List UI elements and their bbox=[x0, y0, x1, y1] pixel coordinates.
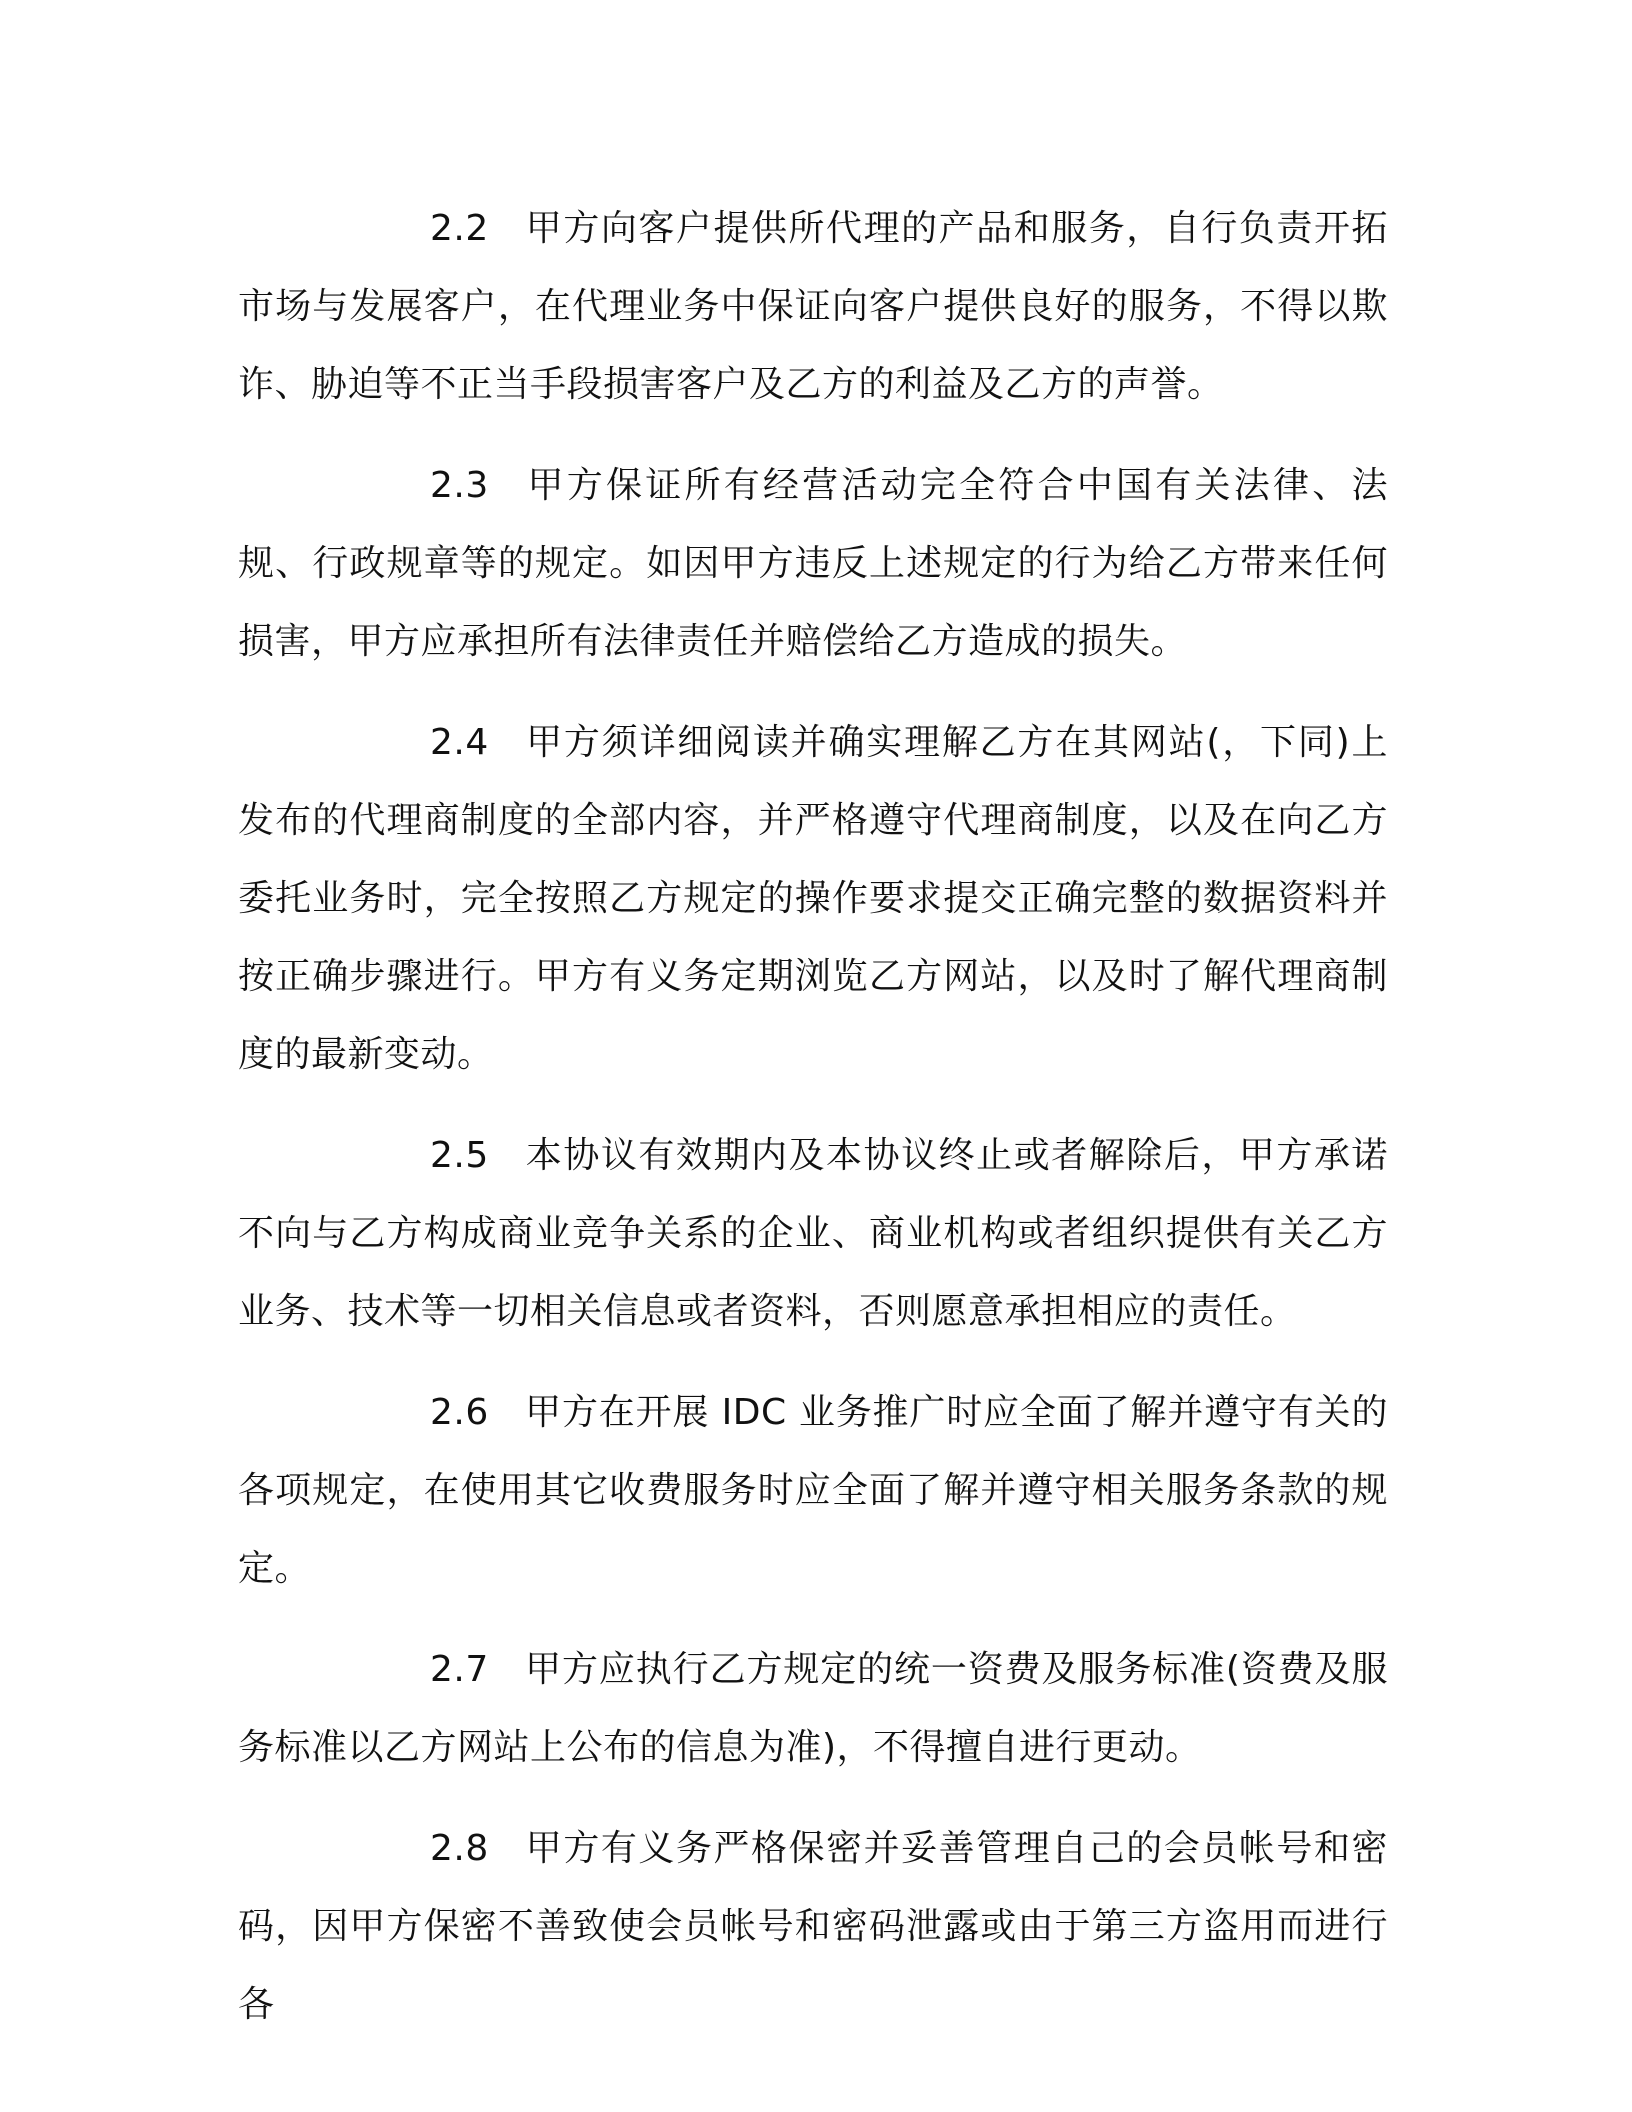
clause-number: 2.5 bbox=[430, 1135, 489, 1176]
clause-text: 甲方向客户提供所代理的产品和服务，自行负责开拓市场与发展客户，在代理业务中保证向客户提供良好的服务，不得以欺诈、胁迫等不正当手段损害客户及乙方的利益及乙方的声誉。 bbox=[238, 208, 1388, 405]
document-body bbox=[238, 190, 1388, 2067]
clause-text: 本协议有效期内及本协议终止或者解除后，甲方承诺不向与乙方构成商业竞争关系的企业、商业机构或者组织提供有关乙方业务、技术等一切相关信息或者资料，否则愿意承担相应的责任。 bbox=[238, 1135, 1388, 1332]
clause-text: 甲方有义务严格保密并妥善管理自己的会员帐号和密码，因甲方保密不善致使会员帐号和密码泄露或由于第三方盗用而进行各 bbox=[238, 1828, 1388, 2025]
clause-2-8 bbox=[238, 1810, 1388, 2044]
clause-2-2 bbox=[238, 190, 1388, 424]
clause-2-6 bbox=[238, 1374, 1388, 1608]
clause-text: 甲方保证所有经营活动完全符合中国有关法律、法规、行政规章等的规定。如因甲方违反上述规定的行为给乙方带来任何损害，甲方应承担所有法律责任并赔偿给乙方造成的损失。 bbox=[238, 465, 1388, 662]
clause-2-7 bbox=[238, 1631, 1388, 1787]
clause-text: 甲方须详细阅读并确实理解乙方在其网站(，下同)上发布的代理商制度的全部内容，并严格遵守代理商制度，以及在向乙方委托业务时，完全按照乙方规定的操作要求提交正确完整的数据资料并按正确步骤进行。甲方有义务定期浏览乙方网站，以及时了解代理商制度的最新变动。 bbox=[238, 722, 1388, 1075]
clause-number: 2.6 bbox=[430, 1392, 489, 1433]
clause-2-5 bbox=[238, 1117, 1388, 1351]
clause-number: 2.2 bbox=[430, 208, 489, 249]
clause-number: 2.7 bbox=[430, 1649, 489, 1690]
clause-2-4 bbox=[238, 704, 1388, 1094]
clause-2-3 bbox=[238, 447, 1388, 681]
clause-text: 甲方应执行乙方规定的统一资费及服务标准(资费及服务标准以乙方网站上公布的信息为准)，不得擅自进行更动。 bbox=[238, 1649, 1388, 1768]
clause-number: 2.8 bbox=[430, 1828, 489, 1869]
clause-number: 2.4 bbox=[430, 722, 489, 763]
clause-number: 2.3 bbox=[430, 465, 489, 506]
clause-text: 甲方在开展 IDC 业务推广时应全面了解并遵守有关的各项规定，在使用其它收费服务时应全面了解并遵守相关服务条款的规定。 bbox=[238, 1392, 1388, 1589]
